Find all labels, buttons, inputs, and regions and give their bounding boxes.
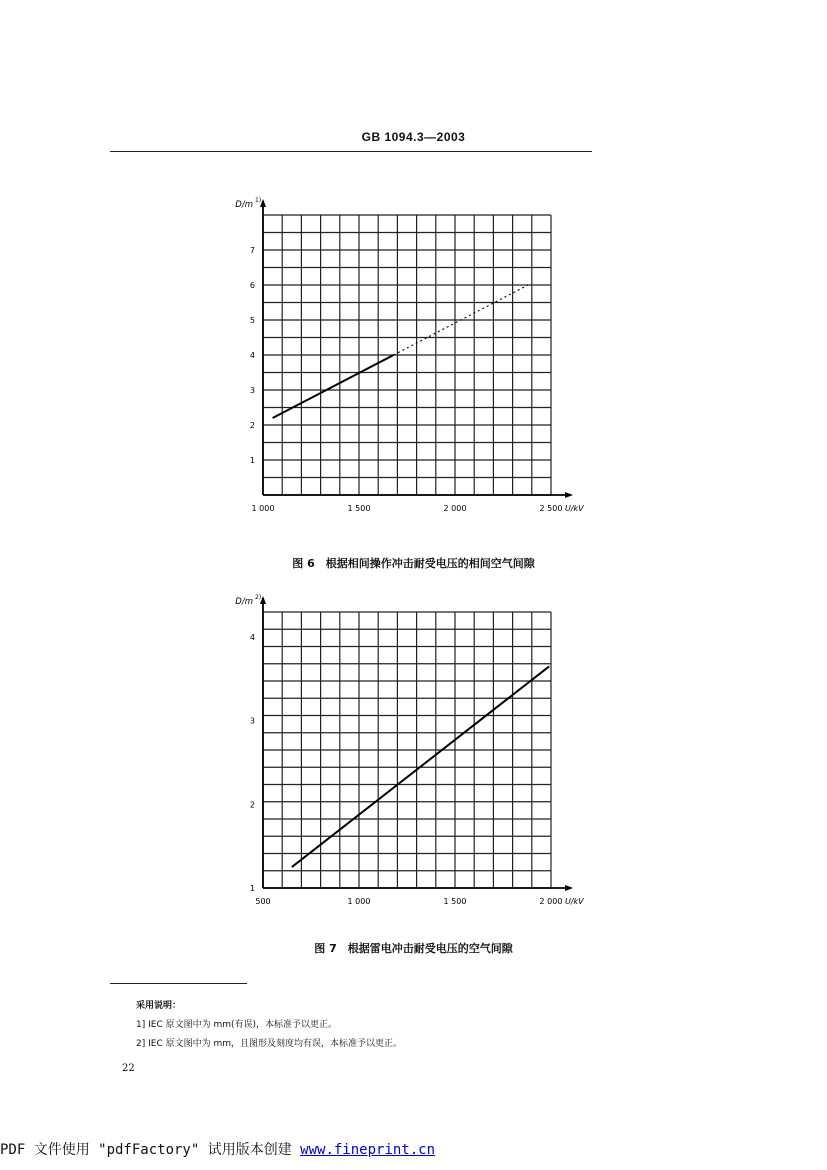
- footer-text: PDF 文件使用 "pdfFactory" 试用版本创建: [0, 1142, 301, 1158]
- x-tick-label: 1 000: [251, 504, 275, 513]
- series-line-solid: [273, 355, 394, 418]
- y-tick-label: 2: [249, 800, 255, 810]
- figure-6-caption: 图 6 根据相间操作冲击耐受电压的相间空气间隙: [292, 557, 535, 570]
- x-tick-label: 1 500: [347, 504, 371, 513]
- pdf-footer: [0, 1139, 435, 1159]
- y-axis-label: D/m: [235, 200, 253, 210]
- note-item-1: 1] IEC 原文图中为 mm(有误)，本标准予以更正。: [136, 1020, 338, 1030]
- y-tick-label: 4: [249, 633, 255, 643]
- figure-6-chart: [215, 195, 600, 525]
- x-tick-label: 2 000: [443, 504, 467, 513]
- notes-rule: [110, 983, 247, 984]
- document-code: GB 1094.3—2003: [361, 130, 466, 144]
- figure-7-caption: 图 7 根据雷电冲击耐受电压的空气间隙: [314, 942, 513, 955]
- y-tick-label: 3: [249, 386, 255, 395]
- x-axis-arrow: [565, 885, 573, 891]
- y-tick-label: 5: [249, 316, 255, 325]
- figure-7-chart: [215, 590, 610, 920]
- note-item-2: 2] IEC 原文图中为 mm，且图形及刻度均有误，本标准予以更正。: [136, 1039, 402, 1049]
- y-tick-label: 4: [249, 351, 255, 360]
- y-tick-label: 3: [249, 716, 255, 726]
- notes-title: 采用说明：: [136, 1001, 182, 1011]
- y-tick-label: 1: [249, 884, 255, 893]
- x-axis-arrow: [565, 492, 573, 498]
- x-tick-label: 1 000: [347, 897, 371, 906]
- y-axis-label-note: 1): [255, 197, 262, 204]
- x-tick-label: 500: [255, 897, 271, 906]
- x-axis-label: U/kV: [565, 897, 584, 906]
- page-number: 22: [122, 1063, 135, 1074]
- x-tick-label: 2 500: [539, 504, 563, 513]
- x-axis-label: U/kV: [565, 504, 584, 513]
- y-tick-label: 1: [249, 456, 255, 465]
- y-axis-label-note: 2): [255, 594, 262, 601]
- y-tick-label: 6: [249, 281, 255, 290]
- header-rule: [110, 151, 592, 152]
- y-tick-label: 2: [249, 421, 255, 430]
- y-axis-label: D/m: [235, 597, 253, 607]
- y-tick-label: 7: [249, 246, 255, 255]
- x-tick-label: 2 000: [539, 897, 563, 906]
- footer-link[interactable]: www.fineprint.cn: [300, 1142, 436, 1158]
- x-tick-label: 1 500: [443, 897, 467, 906]
